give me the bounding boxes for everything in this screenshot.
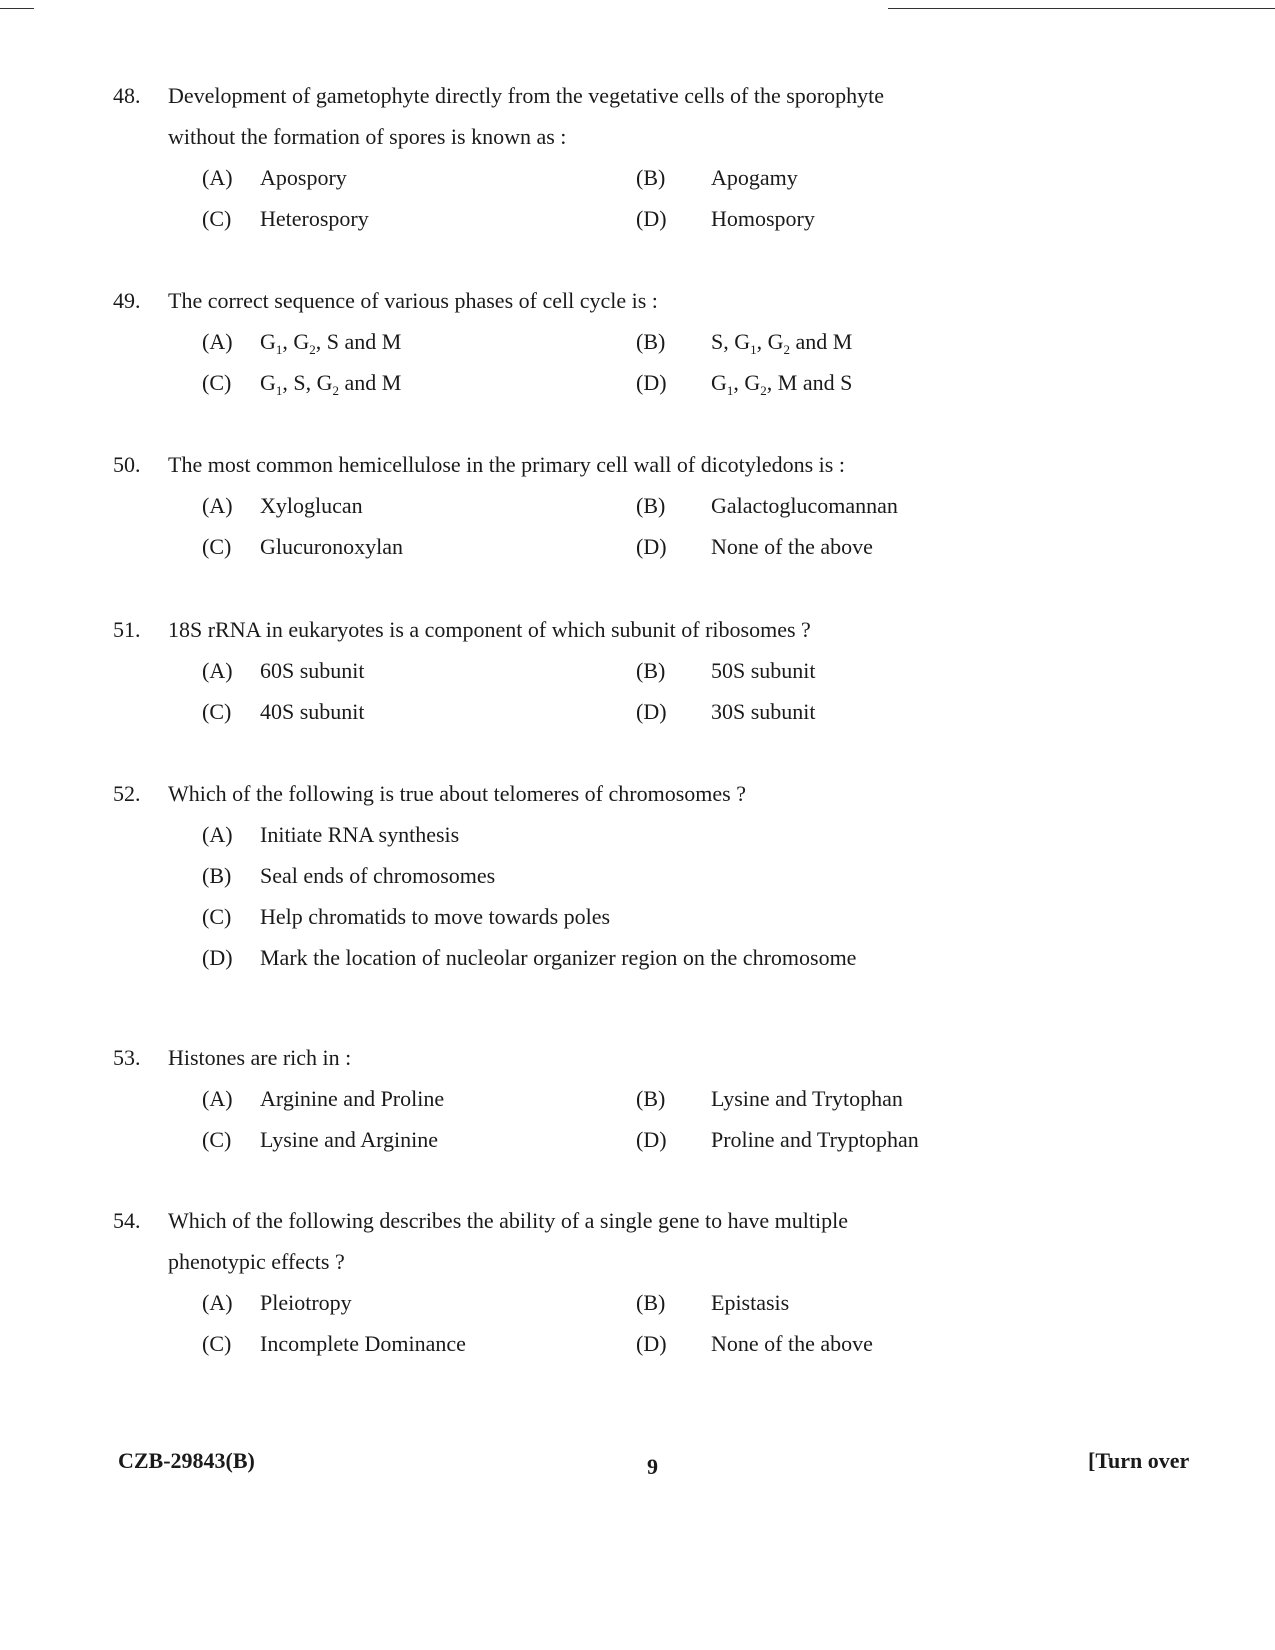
option-text-part: and M (790, 329, 853, 354)
option-label: (B) (636, 1290, 666, 1315)
option-text-part: , G (733, 370, 761, 395)
question-number: 48. (113, 83, 141, 108)
option-label: (C) (202, 904, 232, 929)
option-text-part: G (260, 370, 276, 395)
option-label: (C) (202, 206, 232, 231)
option-label: (C) (202, 1127, 232, 1152)
top-right-rule (888, 8, 1275, 9)
option-text: 30S subunit (711, 699, 816, 724)
option-text: Initiate RNA synthesis (260, 822, 460, 847)
option-text: None of the above (711, 1331, 873, 1356)
question-text: Which of the following is true about telomeres of chromosomes ? (168, 781, 746, 806)
subscript: 1 (726, 383, 734, 398)
question-text: Which of the following describes the ability of a single gene to have multiple (168, 1208, 848, 1233)
option-text: Mark the location of nucleolar organizer region on the chromosome (260, 945, 857, 970)
option-text (260, 370, 401, 396)
option-text: Galactoglucomannan (711, 493, 898, 518)
option-text: 50S subunit (711, 658, 816, 683)
option-label: (B) (202, 863, 232, 888)
subscript: 2 (783, 342, 791, 357)
subscript: 1 (275, 383, 283, 398)
option-text: 60S subunit (260, 658, 365, 683)
option-text: Homospory (711, 206, 815, 231)
option-label: (A) (202, 1086, 233, 1111)
option-text (711, 370, 852, 396)
subscript: 2 (760, 383, 767, 398)
top-left-rule (0, 8, 34, 9)
option-text-part: , M and S (766, 370, 853, 395)
option-label: (B) (636, 1086, 666, 1111)
option-text (260, 329, 401, 355)
option-label: (B) (636, 658, 666, 683)
option-label: (D) (636, 699, 667, 724)
option-label: (B) (636, 493, 666, 518)
option-label: (D) (636, 1331, 667, 1356)
question-number: 53. (113, 1045, 141, 1070)
option-label: (A) (202, 822, 233, 847)
subscript: 2 (309, 342, 316, 357)
option-text: Glucuronoxylan (260, 534, 403, 559)
option-text: Xyloglucan (260, 493, 363, 518)
option-text-part: , S, G (282, 370, 333, 395)
option-text-part: , G (756, 329, 784, 354)
option-text: Arginine and Proline (260, 1086, 445, 1111)
option-text: Pleiotropy (260, 1290, 352, 1315)
option-label: (D) (636, 534, 667, 559)
option-text: Lysine and Arginine (260, 1127, 439, 1152)
option-label: (D) (636, 370, 667, 395)
option-text: Proline and Tryptophan (711, 1127, 919, 1152)
option-text: Heterospory (260, 206, 369, 231)
option-label: (B) (636, 329, 666, 354)
option-label: (D) (636, 1127, 667, 1152)
option-text-part: S, G (711, 329, 751, 354)
question-number: 51. (113, 617, 141, 642)
option-text-part: G (711, 370, 727, 395)
paper-code: CZB-29843(B) (118, 1448, 255, 1473)
option-text: None of the above (711, 534, 873, 559)
option-text: Lysine and Trytophan (711, 1086, 903, 1111)
option-label: (A) (202, 165, 233, 190)
subscript: 1 (750, 342, 757, 357)
question-text: 18S rRNA in eukaryotes is a component of which subunit of ribosomes ? (168, 617, 811, 642)
question-text: without the formation of spores is known as : (168, 124, 567, 149)
question-text: The most common hemicellulose in the primary cell wall of dicotyledons is : (168, 452, 845, 477)
question-text: The correct sequence of various phases of cell cycle is : (168, 288, 658, 313)
subscript: 1 (275, 342, 283, 357)
question-text: phenotypic effects ? (168, 1249, 345, 1274)
option-text: Apospory (260, 165, 347, 190)
option-text: Apogamy (711, 165, 798, 190)
option-text-part: , G (282, 329, 310, 354)
option-text (711, 329, 852, 355)
option-text-part: , S and M (315, 329, 402, 354)
question-number: 49. (113, 288, 141, 313)
option-label: (C) (202, 370, 232, 395)
question-number: 50. (113, 452, 141, 477)
question-text: Development of gametophyte directly from the vegetative cells of the sporophyte (168, 83, 884, 108)
option-label: (A) (202, 1290, 233, 1315)
option-label: (D) (202, 945, 233, 970)
subscript: 2 (332, 383, 340, 398)
question-text: Histones are rich in : (168, 1045, 352, 1070)
option-label: (A) (202, 658, 233, 683)
question-number: 54. (113, 1208, 141, 1233)
question-number: 52. (113, 781, 141, 806)
option-text: 40S subunit (260, 699, 365, 724)
option-label: (C) (202, 699, 232, 724)
option-label: (C) (202, 1331, 232, 1356)
option-label: (C) (202, 534, 232, 559)
option-text: Epistasis (711, 1290, 790, 1315)
option-label: (B) (636, 165, 666, 190)
option-text-part: and M (339, 370, 402, 395)
option-label: (A) (202, 329, 233, 354)
option-label: (A) (202, 493, 233, 518)
turn-over: [Turn over (1088, 1448, 1190, 1473)
page-number: 9 (647, 1454, 658, 1479)
option-text: Seal ends of chromosomes (260, 863, 496, 888)
option-text: Help chromatids to move towards poles (260, 904, 611, 929)
option-text-part: G (260, 329, 276, 354)
option-label: (D) (636, 206, 667, 231)
option-text: Incomplete Dominance (260, 1331, 466, 1356)
